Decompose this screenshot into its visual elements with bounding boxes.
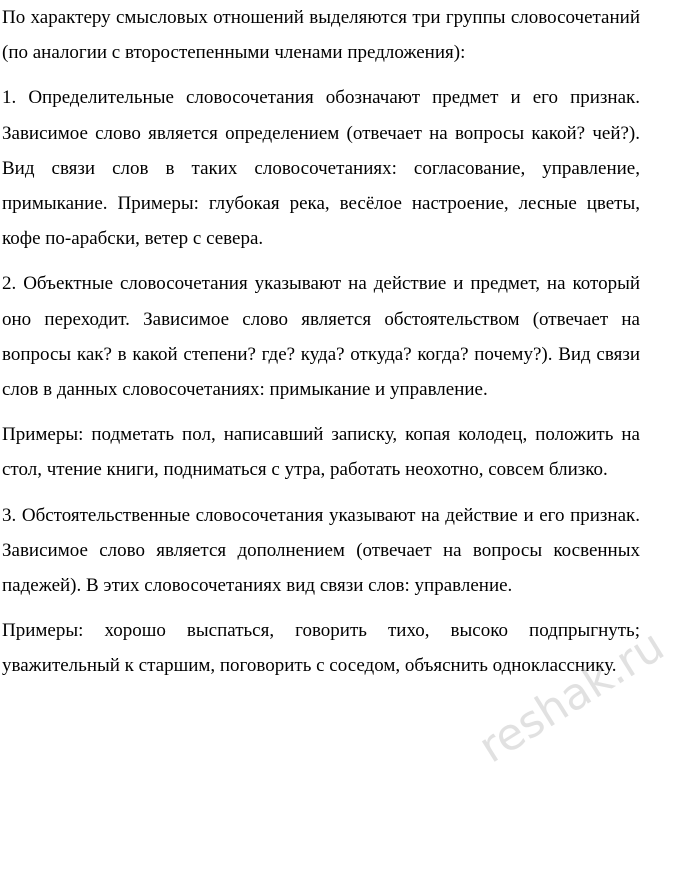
paragraph-intro: По характеру смысловых отношений выделяются три группы словосочетаний (по аналогии с второстепенными членами предложения):: [2, 7, 640, 64]
paragraph-circumstantial-examples: Примеры: хорошо выспаться, говорить тихо, высоко подпрыгнуть; уважительный к старшим, поговорить с соседом, объяснить однокласснику.: [2, 620, 640, 677]
document-body: [2, 0, 640, 694]
paragraph-definitive: 1. Определительные словосочетания обозначают предмет и его признак. Зависимое слово является определением (отвечает на вопросы какой? чей?). Вид связи слов в таких словосочетаниях: согласование, управление, примыкание. Примеры: глубокая река, весёлое настроение, лесные цветы, кофе по-арабски, ветер с севера.: [2, 87, 640, 250]
watermark: reshak.ru: [470, 620, 673, 774]
paragraph-object: 2. Объектные словосочетания указывают на действие и предмет, на который оно переходит. Зависимое слово является обстоятельством (отвечает на вопросы как? в какой степени? где? куда? откуда? когда? почему?). Вид связи слов в данных словосочетаниях: примыкание и управление.: [2, 273, 640, 401]
paragraph-circumstantial: 3. Обстоятельственные словосочетания указывают на действие и его признак. Зависимое слово является дополнением (отвечает на вопросы косвенных падежей). В этих словосочетаниях вид связи слов: управление.: [2, 504, 640, 597]
paragraph-object-examples: Примеры: подметать пол, написавший записку, копая колодец, положить на стол, чтение книги, подниматься с утра, работать неохотно, совсем близко.: [2, 424, 640, 481]
